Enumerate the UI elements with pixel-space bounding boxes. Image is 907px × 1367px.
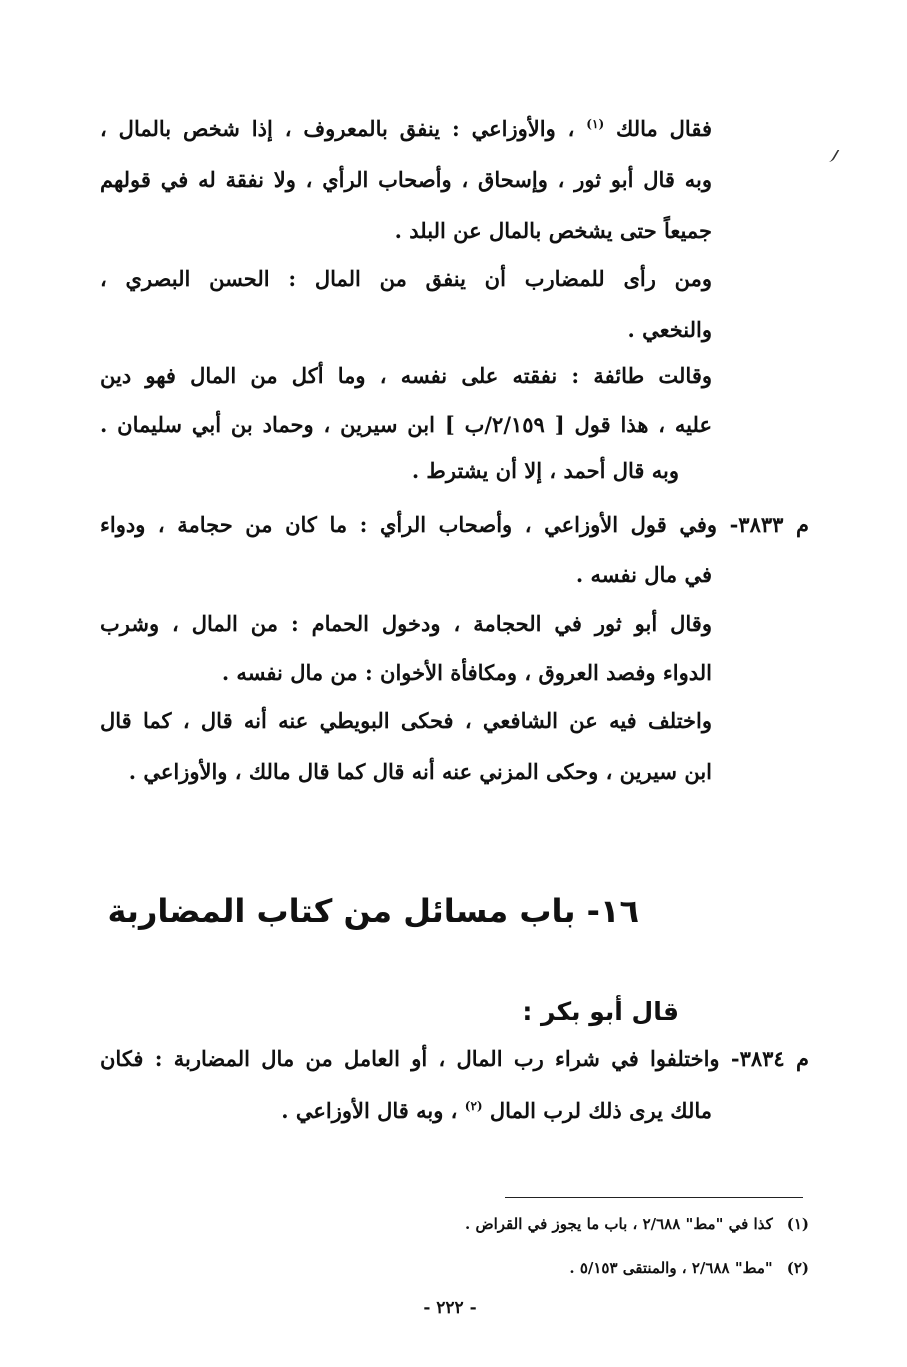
text-line-14: ابن سيرين ، وحكى المزني عنه أنه قال كما قال مالك ، والأوزاعي . [128, 759, 712, 784]
text-line-2: وبه قال أبو ثور ، وإسحاق ، وأصحاب الرأي ، ولا نفقة له في قولهم [100, 167, 712, 192]
text-line-3: جميعاً حتى يشخص بالمال عن البلد . [394, 218, 712, 243]
footnote-1 [465, 1213, 809, 1235]
footnote-ref-2[interactable]: (٢) [464, 1099, 483, 1113]
text-line-8: وبه قال أحمد ، إلا أن يشترط . [411, 458, 679, 483]
text-line-6: وقالت طائفة : نفقته على نفسه ، وما أكل من المال فهو دين [100, 363, 712, 388]
line-1-end: ، والأوزاعي : ينفق بالمعروف ، إذا شخص بالمال ، [100, 116, 575, 141]
page-number: - ٢٢٢ - [423, 1298, 477, 1318]
text-line-11: وقال أبو ثور في الحجامة ، ودخول الحمام : من المال ، وشرب [100, 611, 712, 636]
line-cont-start: مالك يرى ذلك لرب المال [489, 1098, 712, 1123]
margin-mark [821, 150, 840, 162]
text-line-10: في مال نفسه . [575, 562, 712, 587]
text-line-13: واختلف فيه عن الشافعي ، فحكى البويطي عنه أنه قال ، كما قال [100, 708, 712, 733]
footnote-1-number: (١) [786, 1215, 809, 1233]
line-cont-end: ، وبه قال الأوزاعي . [281, 1098, 458, 1123]
text-line-9-masala-3833: م ٣٨٣٣- وفي قول الأوزاعي ، وأصحاب الرأي : ما كان من حجامة ، ودواء [100, 512, 809, 537]
text-line-5: والنخعي . [627, 317, 712, 342]
chapter-heading: ١٦- باب مسائل من كتاب المضاربة [107, 892, 639, 930]
text-line-1 [100, 114, 712, 144]
sub-heading: قال أبو بكر : [522, 997, 679, 1026]
footnote-2 [569, 1257, 809, 1279]
footnote-ref-1[interactable]: (١) [586, 117, 605, 131]
text-line-masala-3834: م ٣٨٣٤- واختلفوا في شراء رب المال ، أو العامل من مال المضاربة : فكان [100, 1046, 809, 1071]
footnote-separator [505, 1197, 803, 1198]
text-line-12: الدواء وفصد العروق ، ومكافأة الأخوان : من مال نفسه . [221, 660, 712, 685]
footnote-1-text: كذا في "مط" ٢/٦٨٨ ، باب ما يجوز في القراض . [465, 1215, 773, 1233]
text-line-7: عليه ، هذا قول [ ٢/١٥٩/ب ] ابن سيرين ، وحماد بن أبي سليمان . [100, 412, 712, 437]
line-1-start: فقال مالك [616, 116, 712, 141]
text-line-4: ومن رأى للمضارب أن ينفق من المال : الحسن البصري ، [100, 266, 712, 291]
text-line-masala-3834-cont [100, 1096, 712, 1126]
footnote-2-text: "مط" ٢/٦٨٨ ، والمنتقى ٥/١٥٣ . [569, 1259, 773, 1277]
footnote-2-number: (٢) [786, 1259, 809, 1277]
